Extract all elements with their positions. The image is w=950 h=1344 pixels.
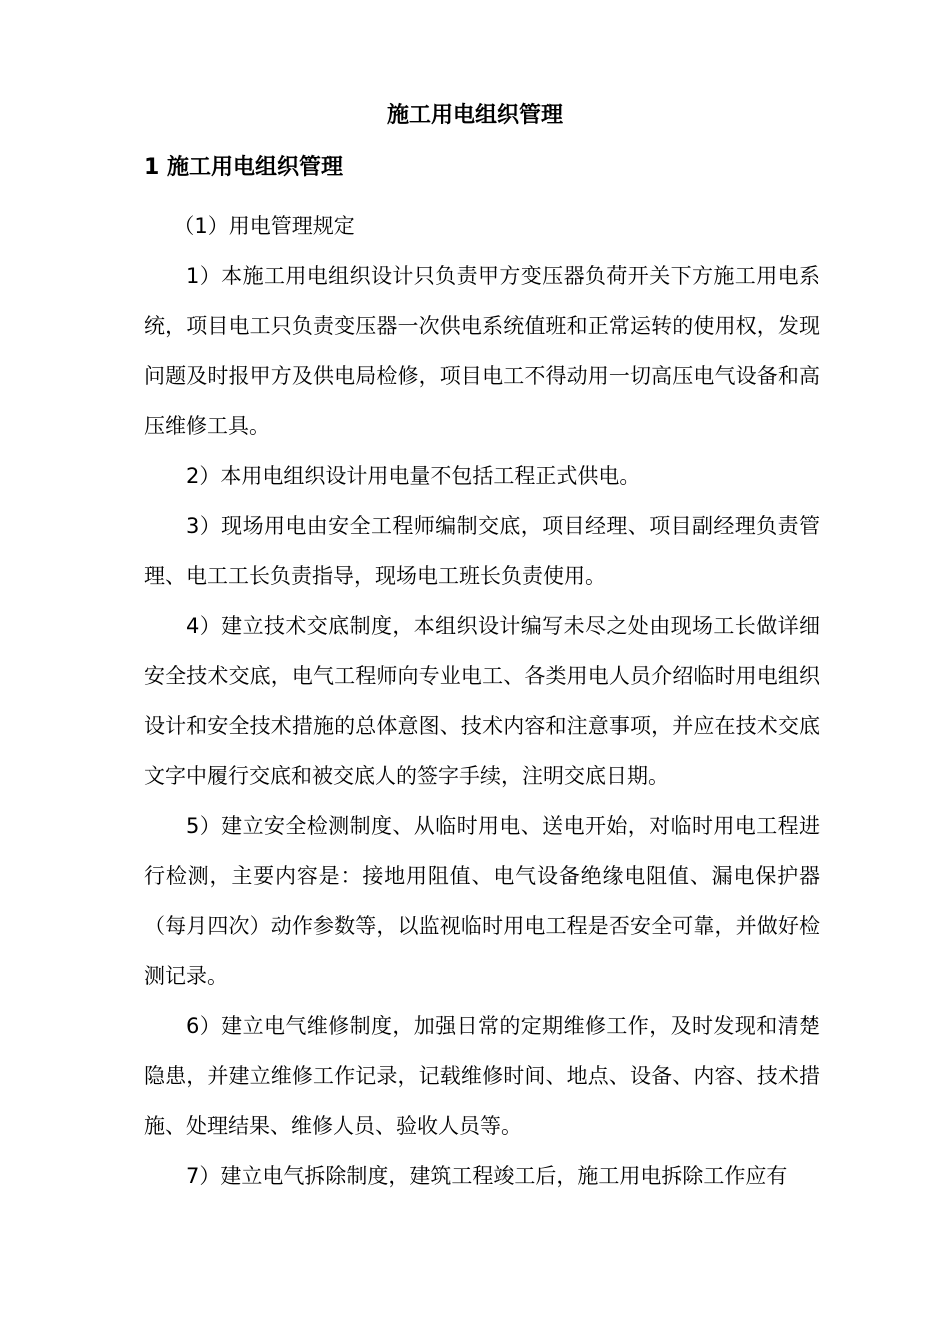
document-body (144, 201, 820, 1201)
paragraph-3: 3）现场用电由安全工程师编制交底，项目经理、项目副经理负责管理、电工工长负责指导，现场电工班长负责使用。 (144, 514, 820, 588)
paragraph-1: 1）本施工用电组织设计只负责甲方变压器负荷开关下方施工用电系统，项目电工只负责变压器一次供电系统值班和正常运转的使用权，发现问题及时报甲方及供电局检修，项目电工不得动用一切高压电气设备和高压维修工具。 (144, 264, 820, 438)
paragraph-7: 7）建立电气拆除制度，建筑工程竣工后，施工用电拆除工作应有 (186, 1164, 788, 1188)
paragraph-2: 2）本用电组织设计用电量不包括工程正式供电。 (186, 464, 641, 488)
paragraph-4: 4）建立技术交底制度，本组织设计编写未尽之处由现场工长做详细安全技术交底，电气工程师向专业电工、各类用电人员介绍临时用电组织设计和安全技术措施的总体意图、技术内容和注意事项，并应在技术交底文字中履行交底和被交底人的签字手续，注明交底日期。 (144, 614, 820, 788)
subsection-heading: （1）用电管理规定 (173, 214, 355, 238)
paragraph-6: 6）建立电气维修制度，加强日常的定期维修工作，及时发现和清楚隐患，并建立维修工作记录，记载维修时间、地点、设备、内容、技术措施、处理结果、维修人员、验收人员等。 (144, 1014, 820, 1138)
paragraph-5: 5）建立安全检测制度、从临时用电、送电开始，对临时用电工程进行检测，主要内容是：接地用阻值、电气设备绝缘电阻值、漏电保护器（每月四次）动作参数等，以监视临时用电工程是否安全可靠，并做好检测记录。 (144, 814, 820, 988)
document-title: 施工用电组织管理 (386, 103, 563, 128)
section-heading: 1 施工用电组织管理 (144, 155, 343, 180)
